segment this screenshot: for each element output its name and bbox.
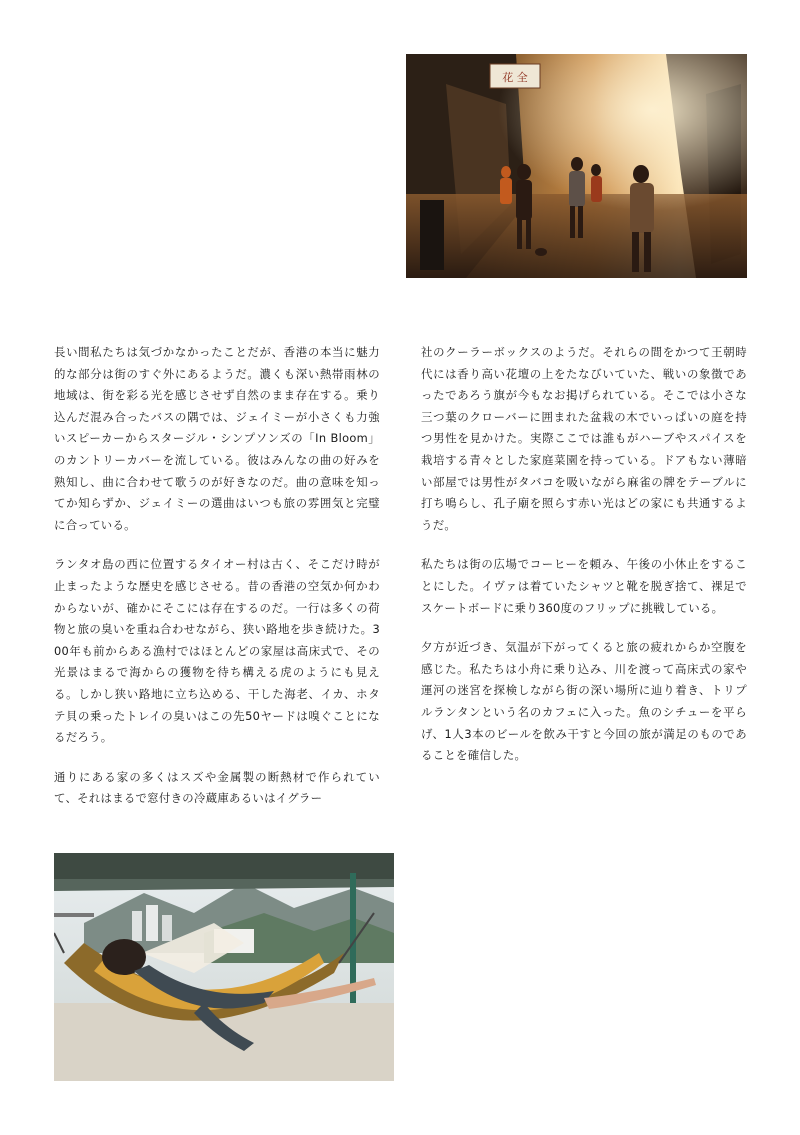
article-column-right xyxy=(421,342,747,785)
paragraph: 社のクーラーボックスのようだ。それらの間をかつて王朝時代には香り高い花壇の上をたなびいていた、戦いの象徴であったであろう旗が今もなお掲げられている。そこでは小さな三つ葉のクローバーに囲まれた盆栽の木でいっぱいの庭を持つ男性を見かけた。実際ここでは誰もがハーブやスパイスを栽培する青々とした家庭菜園を持っている。ドアもない薄暗い部屋では男性がタバコを吸いながら麻雀の牌をテーブルに打ち鳴らし、孔子廟を照らす赤い光はどの家にも共通するようだ。 xyxy=(421,345,747,532)
paragraph: 私たちは街の広場でコーヒーを頼み、午後の小休止をすることにした。イヴァは着ていたシャツと靴を脱ぎ捨て、裸足でスケートボードに乗り360度のフリップに挑戦している。 xyxy=(421,557,747,615)
paragraph: 長い間私たちは気づかなかったことだが、香港の本当に魅力的な部分は街のすぐ外にあるようだ。濃くも深い熱帯雨林の地域は、街を彩る光を感じさせず自然のまま存在する。乗り込んだ混み合ったバスの隅では、ジェイミーが小さくも力強いスピーカーからスタージル・シンプソンズの「In Bloom」のカントリーカバーを流している。彼はみんなの曲の好みを熟知し、曲に合わせて歌うのが好きなのだ。曲の意味を知ってか知らずか、ジェイミーの選曲はいつも旅の雰囲気と完璧に合っている。 xyxy=(54,345,380,532)
hammock-photo xyxy=(54,853,394,1081)
alley-photo-illustration xyxy=(406,54,747,278)
hammock-photo-illustration xyxy=(54,853,394,1081)
paragraph: ランタオ島の西に位置するタイオー村は古く、そこだけ時が止まったような歴史を感じさせる。昔の香港の空気か何かわからないが、確かにそこには存在するのだ。一行は多くの荷物と旅の臭いを重ね合わせながら、狭い路地を歩き続けた。300年も前からある漁村ではほとんどの家屋は高床式で、その光景はまるで海からの獲物を待ち構える虎のようにも見える。しかし狭い路地に立ち込める、干した海老、イカ、ホタテ貝の乗ったトレイの臭いはこの先50ヤードは嗅ぐことになるだろう。 xyxy=(54,557,380,745)
alley-photo xyxy=(406,54,747,278)
article-column-left xyxy=(54,342,380,828)
paragraph: 夕方が近づき、気温が下がってくると旅の疲れからか空腹を感じた。私たちは小舟に乗り込み、川を渡って高床式の家や運河の迷宮を探検しながら街の深い場所に辿り着き、トリプルランタンという名のカフェに入った。魚のシチューを平らげ、1人3本のビールを飲み干すと今回の旅が満足のものであることを確信した。 xyxy=(421,640,747,763)
shop-sign: 花 全 xyxy=(502,71,528,84)
paragraph: 通りにある家の多くはスズや金属製の断熱材で作られていて、それはまるで窓付きの冷蔵庫あるいはイグラー xyxy=(54,769,380,806)
